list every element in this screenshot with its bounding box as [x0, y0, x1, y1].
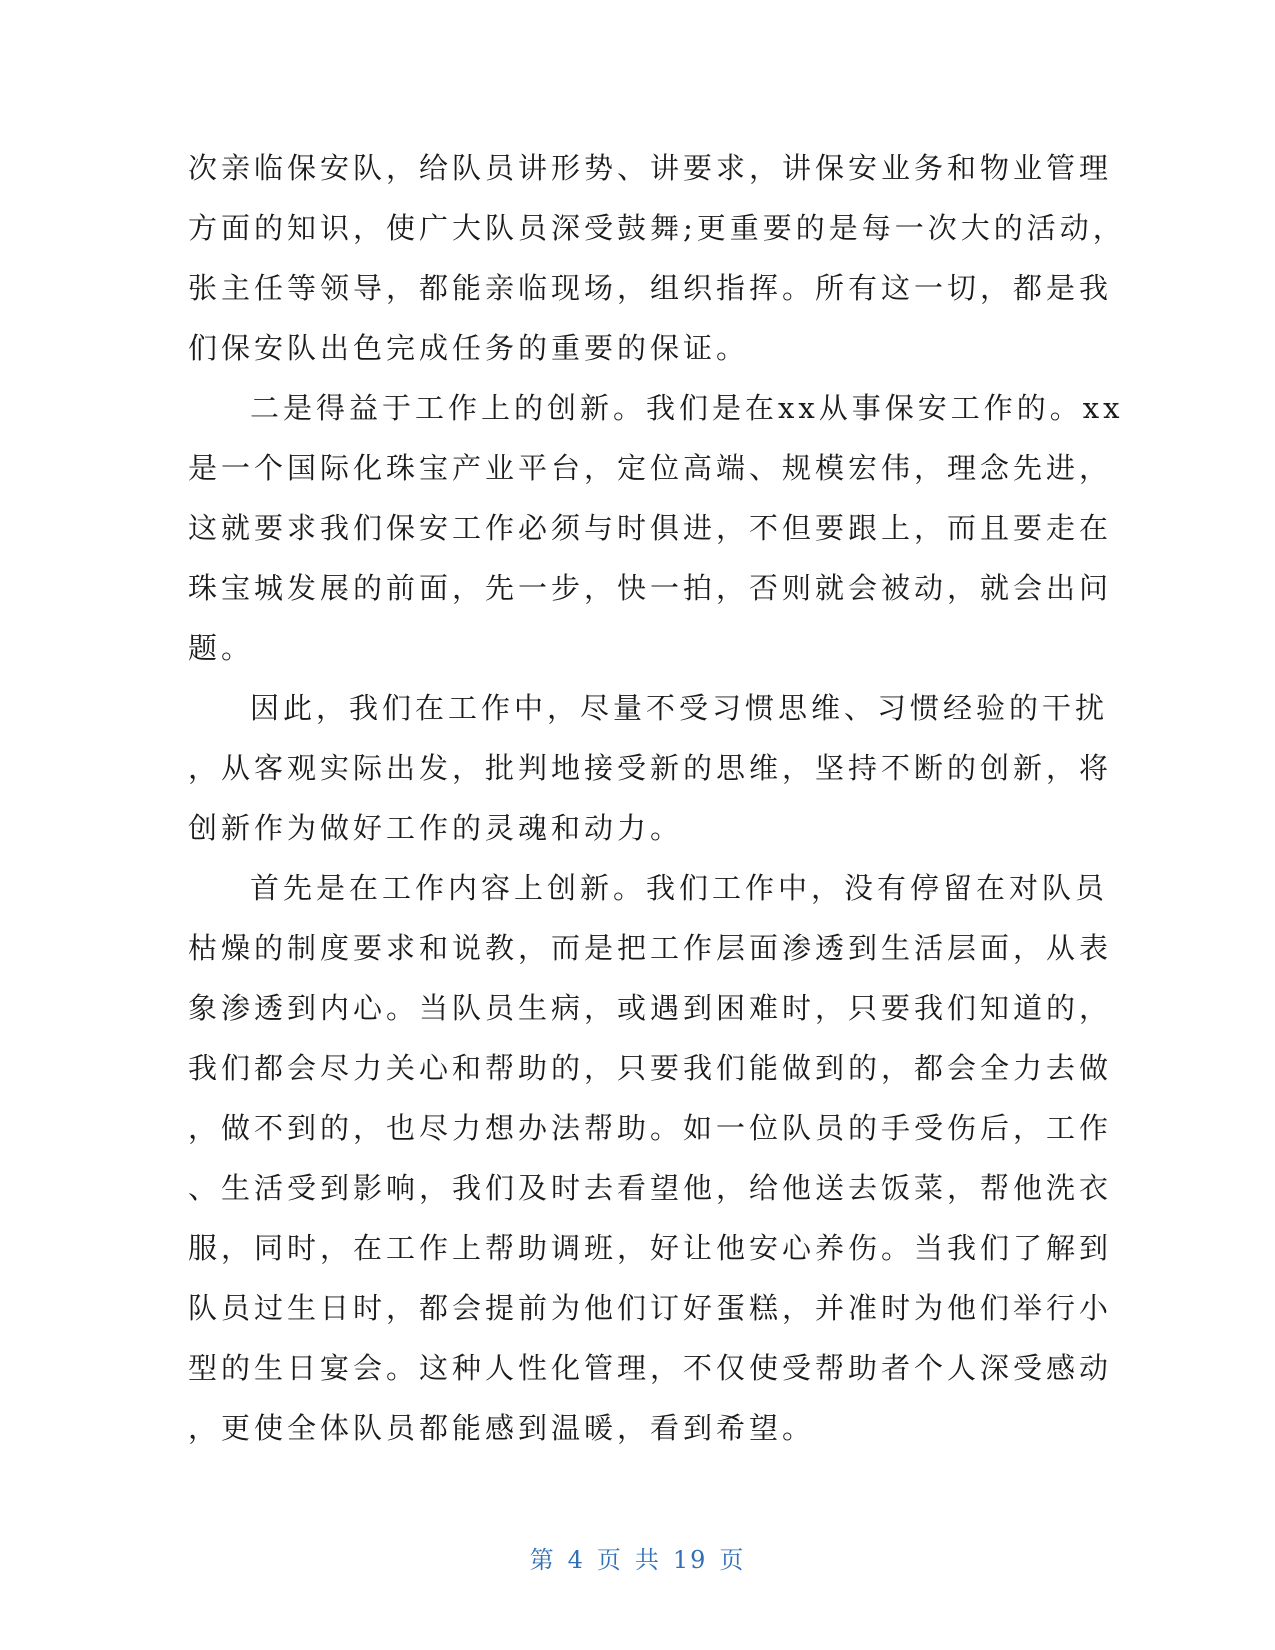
- paragraph-content-innovation: [188, 858, 1113, 1458]
- total-page-count: 19: [672, 1546, 708, 1574]
- paragraph-continued: [188, 138, 1126, 378]
- text-line: 创新作为做好工作的灵魂和动力。: [188, 811, 684, 845]
- text-line: 象渗透到内心。当队员生病，或遇到困难时，只要我们知道的，: [188, 991, 1113, 1025]
- text-line: 队员过生日时，都会提前为他们订好蛋糕，并准时为他们举行小: [188, 1291, 1113, 1325]
- text-line: 我们都会尽力关心和帮助的，只要我们能做到的，都会全力去做: [188, 1051, 1113, 1085]
- text-line: 珠宝城发展的前面，先一步，快一拍，否则就会被动，就会出问: [188, 571, 1113, 605]
- text-line: 次亲临保安队，给队员讲形势、讲要求，讲保安业务和物业管理: [188, 151, 1113, 185]
- paragraph-innovation: [188, 378, 1124, 678]
- footer-prefix: 第: [529, 1546, 556, 1574]
- text-line: ，更使全体队员都能感到温暖，看到希望。: [188, 1411, 816, 1445]
- footer-page-word: 页: [596, 1546, 623, 1574]
- text-line: ，从客观实际出发，批判地接受新的思维，坚持不断的创新，将: [188, 751, 1113, 785]
- body-text: [188, 138, 1126, 1458]
- footer-total-prefix: 共: [634, 1546, 661, 1574]
- text-line: 因此，我们在工作中，尽量不受习惯思维、习惯经验的干扰: [250, 691, 1109, 725]
- text-line: 枯燥的制度要求和说教，而是把工作层面渗透到生活层面，从表: [188, 931, 1113, 965]
- text-line: 们保安队出色完成任务的重要的保证。: [188, 331, 750, 365]
- text-line: 方面的知识，使广大队员深受鼓舞;更重要的是每一次大的活动，: [188, 211, 1126, 245]
- text-line: 二是得益于工作上的创新。我们是在xx从事保安工作的。xx: [250, 391, 1124, 425]
- current-page-number: 4: [567, 1546, 585, 1574]
- text-line: 这就要求我们保安工作必须与时俱进，不但要跟上，而且要走在: [188, 511, 1113, 545]
- text-line: 服，同时，在工作上帮助调班，好让他安心养伤。当我们了解到: [188, 1231, 1113, 1265]
- text-line: 张主任等领导，都能亲临现场，组织指挥。所有这一切，都是我: [188, 271, 1113, 305]
- footer-suffix: 页: [719, 1546, 746, 1574]
- text-line: 是一个国际化珠宝产业平台，定位高端、规模宏伟，理念先进，: [188, 451, 1113, 485]
- paragraph-therefore: [188, 678, 1113, 858]
- text-line: ，做不到的，也尽力想办法帮助。如一位队员的手受伤后，工作: [188, 1111, 1113, 1145]
- text-line: 、生活受到影响，我们及时去看望他，给他送去饭菜，帮他洗衣: [188, 1171, 1113, 1205]
- page-footer: [0, 1540, 1275, 1575]
- text-line: 首先是在工作内容上创新。我们工作中，没有停留在对队员: [250, 871, 1109, 905]
- text-line: 型的生日宴会。这种人性化管理，不仅使受帮助者个人深受感动: [188, 1351, 1113, 1385]
- text-line: 题。: [188, 631, 255, 665]
